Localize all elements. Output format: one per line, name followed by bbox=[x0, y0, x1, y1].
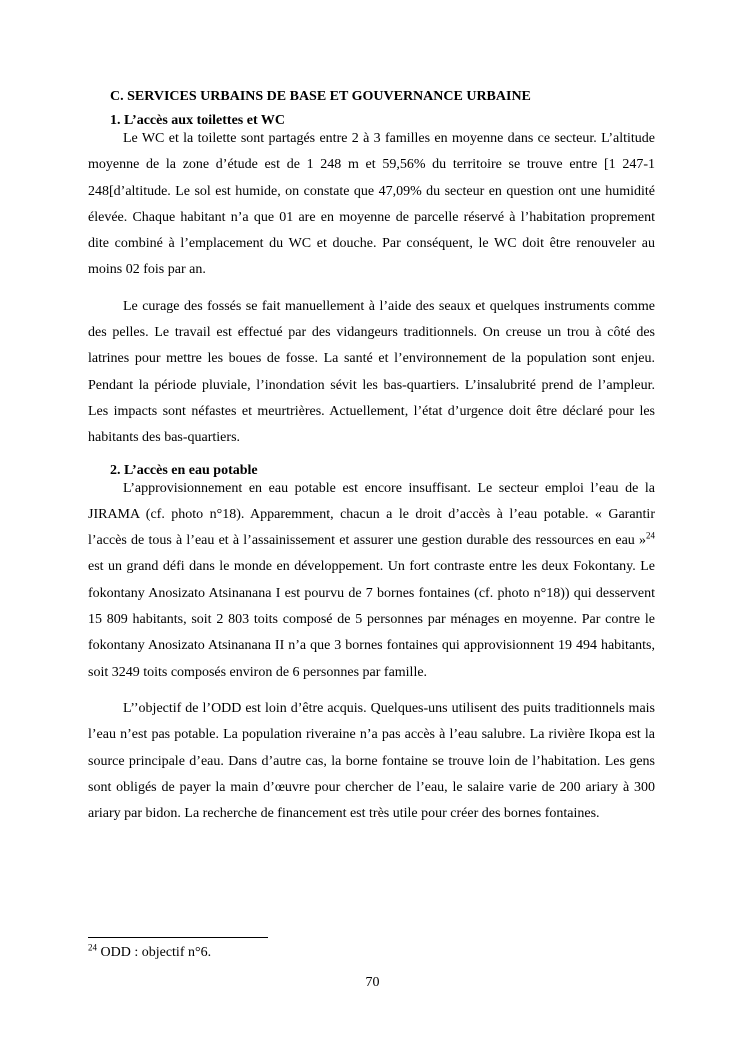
paragraph-water-1-text-a: L’approvisionnement en eau potable est encore insuffisant. Le secteur emploi l’eau de la JIRAMA (cf. photo n°18). Apparemment, chacun a le droit d’accès à l’eau potable. « Garantir l’accès de tous à l’eau et à l’assainissement et assurer une gestion durable des ressources en eau » bbox=[88, 480, 655, 549]
paragraph-toilets-2: Le curage des fossés se fait manuellement à l’aide des seaux et quelques instruments comme des pelles. Le travail est effectué par des vidangeurs traditionnels. On creuse un trou à côté des latrines pour mettre les boues de fosse. La santé et l’environnement de la population sont enjeu. Pendant la période pluviale, l’inondation sévit les bas-quartiers. L’insalubrité prend de l’ampleur. Les impacts sont néfastes et meurtrières. Actuellement, l’état d’urgence doit être déclaré pour les habitants des bas-quartiers. bbox=[88, 298, 655, 446]
footnote bbox=[88, 944, 211, 962]
footnote-number: 24 bbox=[88, 942, 97, 953]
paragraph-toilets-1: Le WC et la toilette sont partagés entre 2 à 3 familles en moyenne dans ce secteur. L’altitude moyenne de la zone d’étude est de 1 248 m et 59,56% du territoire se trouve entre [1 247-1 248[d’altitude. Le sol est humide, on constate que 47,09% du secteur en question ont une humidité élevée. Chaque habitant n’a que 01 are en moyenne de parcelle réservé à l’habitation proprement dite combiné à l’emplacement du WC et douche. Par conséquent, le WC doit être renouveler au moins 02 fois par an. bbox=[88, 131, 655, 278]
subsection-heading-water: 2. L’accès en eau potable bbox=[110, 462, 258, 478]
paragraph-water-2: L’’objectif de l’ODD est loin d’être acquis. Quelques-uns utilisent des puits traditionnels mais l’eau n’est pas potable. La population riveraine n’a pas accès à l’eau salubre. La rivière Ikopa est la source principale d’eau. Dans d’autre cas, la borne fontaine se trouve loin de l’habitation. Les gens sont obligés de payer la main d’œuvre pour chercher de l’eau, le salaire varie de 200 ariary à 300 ariary par bidon. La recherche de financement est très utile pour créer des bornes fontaines. bbox=[88, 700, 655, 822]
subsection-heading-toilets: 1. L’accès aux toilettes et WC bbox=[110, 113, 285, 128]
paragraph-water-1-text-b: est un grand défi dans le monde en développement. Un fort contraste entre les deux Fokontany. Le fokontany Anosizato Atsinanana I est pourvu de 7 bornes fontaines (cf. photo n°18)) qui desservent 15 809 habitants, soit 2 803 toits composé de 5 personnes par ménages en moyenne. Par contre le fokontany Anosizato Atsinanana II n’a que 3 bornes fontaines qui approvisionnent 19 494 habitants, soit 3249 toits composés environ de 6 personnes par famille. bbox=[88, 559, 655, 680]
footnote-reference[interactable]: 24 bbox=[646, 530, 655, 541]
footnote-text: ODD : objectif n°6. bbox=[97, 945, 212, 960]
page-number: 70 bbox=[365, 975, 380, 990]
footnote-divider bbox=[88, 937, 268, 938]
section-heading: C. SERVICES URBAINS DE BASE ET GOUVERNANCE URBAINE bbox=[110, 89, 531, 104]
paragraph-water-1 bbox=[88, 476, 655, 686]
page-body bbox=[88, 86, 655, 827]
